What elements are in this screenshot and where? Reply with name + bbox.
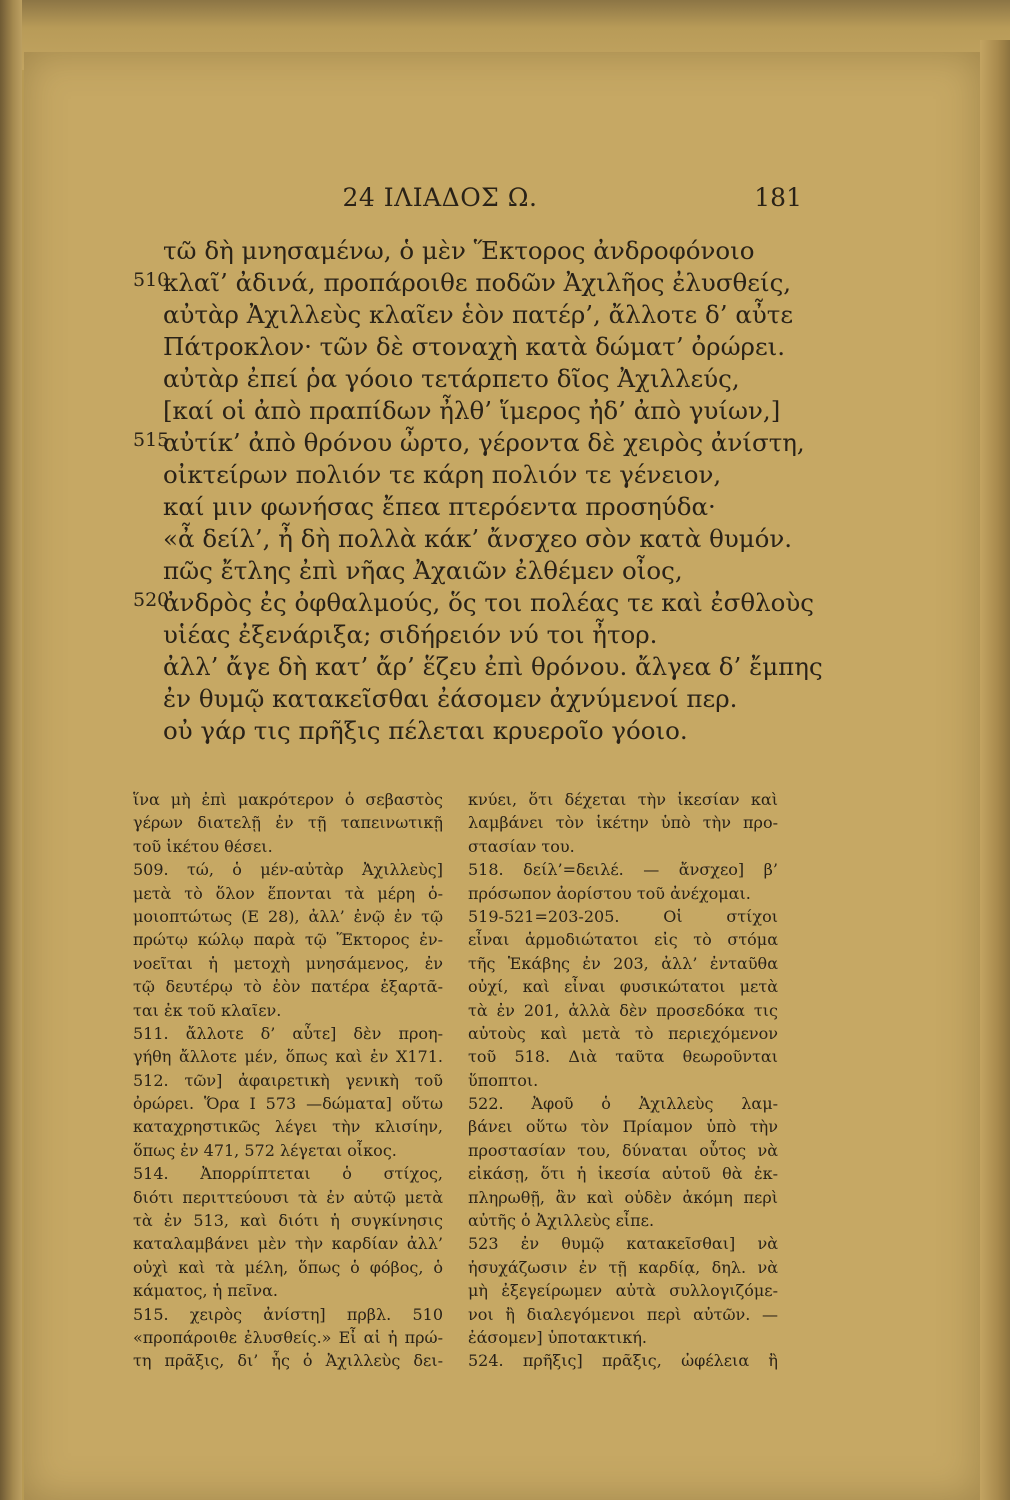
commentary-line: ἡσυχάζωσιν ἐν τῇ καρδίᾳ, δηλ. νὰ — [468, 1257, 778, 1277]
commentary-line: μὴ ἐξεγείρωμεν αὐτὰ συλλογιζόμε- — [468, 1281, 778, 1301]
commentary-left-column — [133, 788, 443, 1373]
commentary-line: 511. ἄλλοτε δ’ αὖτε] δὲν προη- — [133, 1023, 443, 1043]
line-number: 520 — [133, 589, 170, 611]
commentary-line: 519-521=203-205. Οἱ στίχοι — [468, 906, 778, 926]
page-right-edge — [980, 40, 1010, 1500]
verse-line — [163, 329, 803, 365]
verse-line — [163, 713, 803, 749]
book-binding — [0, 0, 22, 1500]
verse-line-text: αὐτὰρ ἐπεί ῥα γόοιο τετάρπετο δῖος Ἀχιλλεύς, — [163, 364, 740, 393]
verse-line-text: τῶ δὴ μνησαμένω, ὁ μὲν Ἕκτορος ἀνδροφόνοιο — [163, 236, 755, 265]
commentary-line: 522. Ἀφοῦ ὁ Ἀχιλλεὺς λαμ- — [468, 1094, 778, 1114]
commentary-line: πληρωθῇ, ἂν καὶ οὐδὲν ἀκόμη περὶ — [468, 1187, 778, 1207]
commentary-line: ὕποπτοι. — [468, 1070, 539, 1090]
commentary-line: μετὰ τὸ ὅλον ἕπονται τὰ μέρη ὁ- — [133, 883, 443, 903]
commentary-line: τῆς Ἑκάβης ἐν 203, ἀλλ’ ἐνταῦθα — [468, 953, 778, 973]
commentary-line: νοεῖται ἡ μετοχὴ μνησάμενος, ἐν — [133, 953, 443, 973]
commentary-line: 509. τώ, ὁ μέν-αὐτὰρ Ἀχιλλεὺς] — [133, 860, 443, 880]
commentary-line: γήθη ἄλλοτε μέν, ὅπως καὶ ἐν Χ171. — [133, 1047, 443, 1067]
verse-line — [163, 489, 803, 525]
commentary-line: 523 ἐν θυμῷ κατακεῖσθαι] νὰ — [468, 1234, 778, 1254]
verse-line-text: οὐ γάρ τις πρῆξις πέλεται κρυεροῖο γόοιο. — [163, 716, 688, 745]
verse-line-text: καί μιν φωνήσας ἔπεα πτερόεντα προσηύδα· — [163, 492, 716, 521]
verse-line — [163, 617, 803, 653]
commentary-line: ται ἐκ τοῦ κλαῖεν. — [133, 1000, 282, 1020]
commentary-line: βάνει οὕτω τὸν Πρίαμον ὑπὸ τὴν — [468, 1117, 778, 1137]
commentary-line: νοι ἢ διαλεγόμενοι περὶ αὐτῶν. — — [468, 1304, 778, 1324]
commentary-line: 518. δείλ’=δειλέ. — ἄνσχεο] β’ — [468, 860, 778, 880]
commentary-line: ἵνα μὴ ἐπὶ μακρότερον ὁ σεβαστὸς — [133, 790, 443, 809]
commentary-line: τῷ δευτέρῳ τὸ ἑὸν πατέρα ἐξαρτᾶ- — [133, 977, 443, 997]
commentary-line: εἰκάσῃ, ὅτι ἡ ἱκεσία αὐτοῦ θὰ ἐκ- — [468, 1164, 778, 1184]
verse-line-text: αὐτὰρ Ἀχιλλεὺς κλαῖεν ἑὸν πατέρ’, ἄλλοτε δ’ αὖτε — [163, 300, 794, 329]
commentary-line: καταχρηστικῶς λέγει τὴν κλισίην, — [133, 1117, 443, 1137]
commentary-line: 512. τῶν] ἀφαιρετικὴ γενικὴ τοῦ — [133, 1070, 443, 1090]
commentary-line: ὅπως ἐν 471, 572 λέγεται οἶκος. — [133, 1140, 397, 1160]
verse-line — [133, 265, 803, 301]
verse-line-text: Πάτροκλον· τῶν δὲ στοναχὴ κατὰ δώματ’ ὀρώρει. — [163, 332, 786, 361]
verse-line — [133, 425, 805, 461]
verse-line-text: υἱέας ἐξενάριξα; σιδήρειόν νύ τοι ἦτορ. — [163, 620, 658, 649]
commentary-line: διότι περιττεύουσι τὰ ἐν αὐτῷ μετὰ — [133, 1187, 443, 1207]
line-number: 515 — [133, 429, 170, 451]
verse-line — [163, 393, 803, 429]
running-header — [0, 183, 1010, 223]
line-number: 510 — [133, 269, 170, 291]
commentary-line: τοῦ ἱκέτου θέσει. — [133, 836, 273, 856]
commentary-line: γέρων διατελῇ ἐν τῇ ταπεινωτικῇ — [133, 813, 443, 833]
verse-line — [163, 297, 803, 333]
commentary-line: λαμβάνει τὸν ἱκέτην ὑπὸ τὴν προ- — [468, 813, 778, 833]
verse-line — [163, 681, 803, 717]
verse-line — [163, 361, 803, 397]
verse-line — [133, 585, 814, 621]
verse-line-text: ἐν θυμῷ κατακεῖσθαι ἐάσομεν ἀχνύμενοί περ. — [163, 684, 738, 713]
verse-line — [163, 457, 803, 493]
commentary-line: ὀρώρει. Ὅρα Ι 573 —δώματα] οὕτω — [133, 1094, 443, 1114]
commentary-line: στασίαν του. — [468, 836, 575, 856]
commentary-line: κνύει, ὅτι δέχεται τὴν ἱκεσίαν καὶ — [468, 790, 778, 809]
commentary-line: εἶναι ἁρμοδιώτατοι εἰς τὸ στόμα — [468, 930, 778, 950]
commentary-line: ἐάσομεν] ὑποτακτική. — [468, 1327, 648, 1347]
page-number: 181 — [754, 183, 802, 212]
verse-line-text: κλαῖ’ ἀδινά, προπάροιθε ποδῶν Ἀχιλῆος ἐλυσθείς, — [163, 268, 792, 297]
commentary-line: τη πρᾶξις, δι’ ἧς ὁ Ἀχιλλεὺς δει- — [133, 1351, 443, 1371]
commentary-line: πρόσωπον ἀορίστου τοῦ ἀνέχομαι. — [468, 883, 751, 903]
verse-line-text: οἰκτείρων πολιόν τε κάρη πολιόν τε γένειον, — [163, 460, 722, 489]
verse-line-text: πῶς ἔτλης ἐπὶ νῆας Ἀχαιῶν ἐλθέμεν οἶος, — [163, 556, 683, 585]
commentary-line: οὐχὶ καὶ τὰ μέλη, ὅπως ὁ φόβος, ὁ — [133, 1257, 443, 1277]
commentary-line: αὐτῆς ὁ Ἀχιλλεὺς εἶπε. — [468, 1211, 655, 1231]
commentary-line: 524. πρῆξις] πρᾶξις, ὠφέλεια ἢ — [468, 1351, 778, 1371]
commentary-line: τοῦ 518. Διὰ ταῦτα θεωροῦνται — [468, 1047, 778, 1067]
commentary-line: οὐχί, καὶ εἶναι φυσικώτατοι μετὰ — [468, 977, 778, 997]
commentary-line: τὰ ἐν 513, καὶ διότι ἡ συγκίνησις — [133, 1211, 443, 1231]
verse-line-text: ἀλλ’ ἄγε δὴ κατ’ ἄρ’ ἕζευ ἐπὶ θρόνου. ἄλγεα δ’ ἔμπης — [163, 652, 823, 681]
commentary-line: 514. Ἀπορρίπτεται ὁ στίχος, — [133, 1164, 443, 1184]
verse-line-text: «ἆ δείλ’, ἦ δὴ πολλὰ κάκ’ ἄνσχεο σὸν κατὰ θυμόν. — [163, 524, 793, 553]
commentary-line: 515. χειρὸς ἀνίστη] πρβλ. 510 — [133, 1304, 443, 1324]
commentary-line: καταλαμβάνει μὲν τὴν καρδίαν ἀλλ’ — [133, 1234, 443, 1254]
commentary-line: πρώτῳ κώλῳ παρὰ τῷ Ἕκτορος ἐν- — [133, 930, 443, 950]
commentary-line: αὐτοὺς καὶ μετὰ τὸ περιεχόμενον — [468, 1023, 778, 1043]
verse-line — [163, 233, 803, 269]
verse-line — [163, 649, 823, 685]
commentary-line: «προπάροιθε ἐλυσθείς.» Εἶ αἱ ἡ πρώ- — [133, 1327, 443, 1347]
commentary-line: μοιοπτώτως (Ε 28), ἀλλ’ ἐνῷ ἐν τῷ — [133, 906, 443, 926]
header-title: 24 ΙΛΙΑΔΟΣ Ω. — [342, 183, 538, 212]
commentary-line: προστασίαν του, δύναται οὗτος νὰ — [468, 1140, 778, 1160]
verse-line — [163, 553, 803, 589]
commentary-line: τὰ ἐν 201, ἀλλὰ δὲν προσεδόκα τις — [468, 1000, 778, 1020]
verse-line-text: ἀνδρὸς ἐς ὀφθαλμούς, ὅς τοι πολέας τε καὶ ἐσθλοὺς — [163, 588, 814, 617]
verse-line — [163, 521, 803, 557]
commentary-line: κάματος, ἡ πεῖνα. — [133, 1281, 278, 1301]
verse-line-text: αὐτίκ’ ἀπὸ θρόνου ὦρτο, γέροντα δὲ χειρὸς ἀνίστη, — [163, 428, 805, 457]
verse-line-text: [καί οἱ ἀπὸ πραπίδων ἦλθ’ ἵμερος ἠδ’ ἀπὸ γυίων,] — [163, 396, 781, 425]
commentary-right-column — [468, 788, 778, 1373]
